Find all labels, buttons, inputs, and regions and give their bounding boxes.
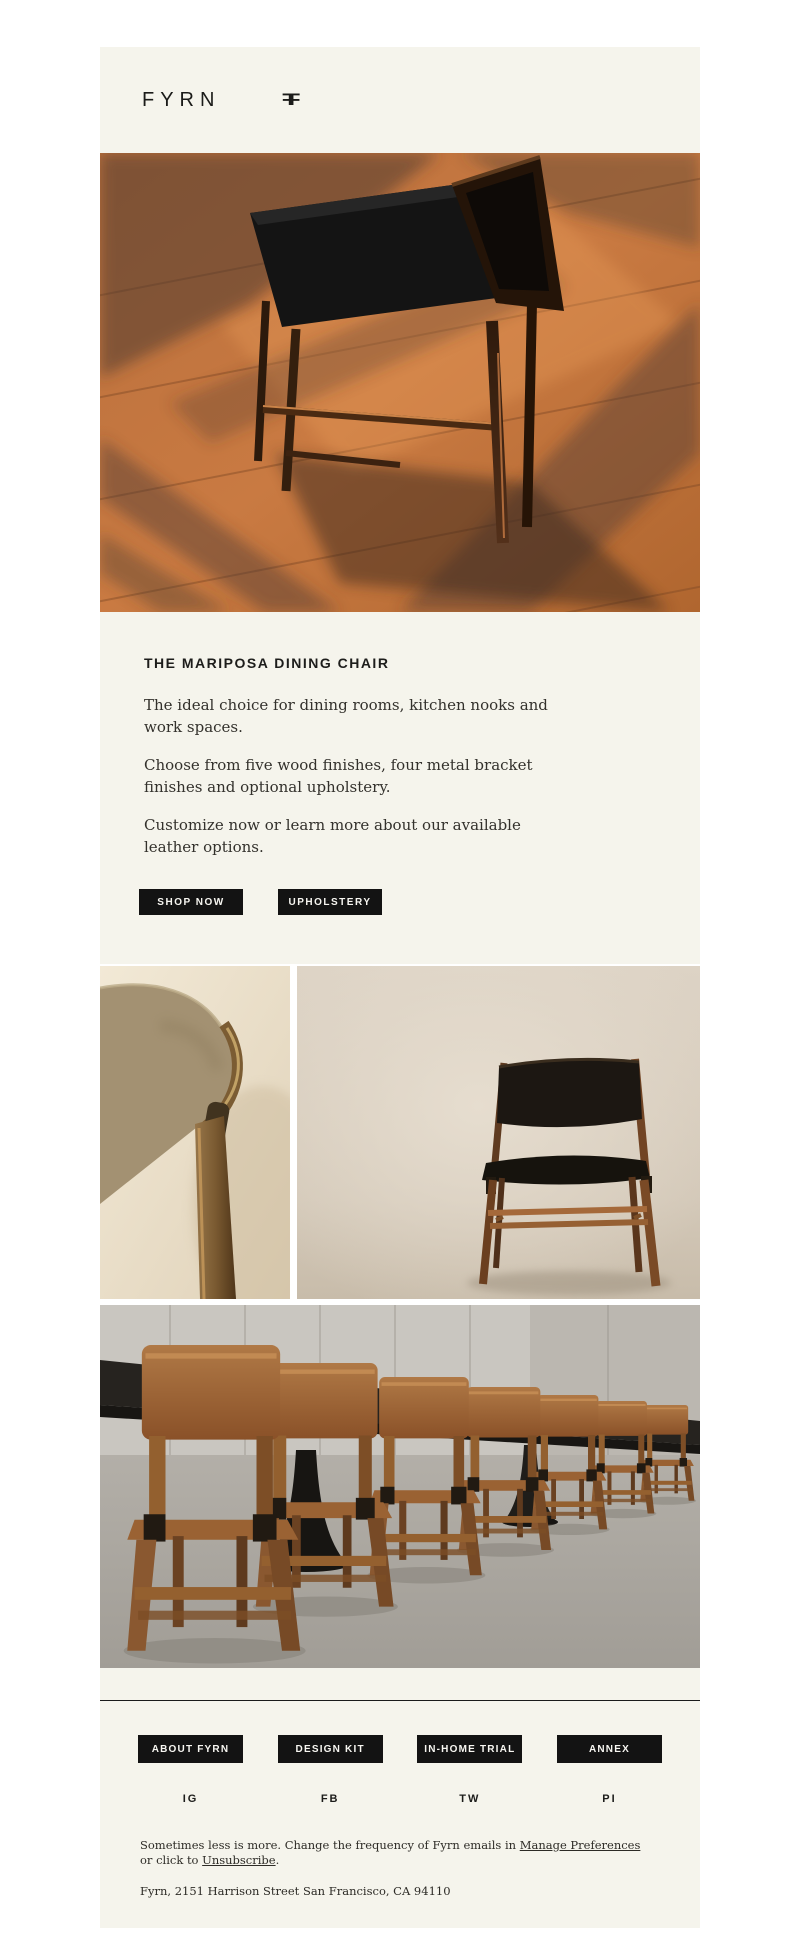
- in-home-trial-button[interactable]: IN-HOME TRIAL: [417, 1735, 522, 1763]
- lifestyle-image[interactable]: [100, 1305, 700, 1668]
- studio-image[interactable]: [297, 966, 700, 1299]
- social-row: [100, 1793, 700, 1805]
- footer: [100, 1668, 700, 1928]
- product-paragraph: Customize now or learn more about our available leather options.: [144, 816, 521, 856]
- brand-wordmark[interactable]: FYRN: [142, 88, 221, 111]
- cta-row: [139, 889, 656, 915]
- shop-now-button[interactable]: SHOP NOW: [139, 889, 243, 915]
- detail-image[interactable]: [100, 966, 290, 1299]
- annex-button[interactable]: ANNEX: [557, 1735, 662, 1763]
- hero-image[interactable]: [100, 153, 700, 612]
- product-paragraph: The ideal choice for dining rooms, kitchen nooks and work spaces.: [144, 696, 548, 736]
- header: [100, 47, 700, 153]
- unsubscribe-link[interactable]: Unsubscribe: [202, 1852, 276, 1867]
- bottom-margin: [0, 1928, 800, 1959]
- fyrn-mark-icon[interactable]: F F: [282, 90, 301, 109]
- manage-preferences-link[interactable]: Manage Preferences: [519, 1838, 641, 1852]
- instagram-link[interactable]: IG: [182, 1793, 199, 1805]
- image-grid: [100, 966, 700, 1299]
- product-title: THE MARIPOSA DINING CHAIR: [144, 655, 390, 671]
- twitter-link[interactable]: TW: [459, 1793, 481, 1805]
- product-paragraph: Choose from five wood finishes, four metal bracket finishes and optional upholstery.: [144, 756, 533, 796]
- fineprint: Sometimes less is more. Change the frequency of Fyrn emails in Manage Preferences or click to Unsubscribe.: [140, 1838, 641, 1867]
- about-fyrn-button[interactable]: ABOUT FYRN: [138, 1735, 243, 1763]
- product-section: [100, 612, 700, 964]
- company-address: Fyrn, 2151 Harrison Street San Francisco, CA 94110: [140, 1884, 451, 1898]
- top-margin: [0, 0, 800, 47]
- footer-divider: [100, 1700, 700, 1701]
- image-gap: [290, 966, 297, 1299]
- facebook-link[interactable]: FB: [320, 1793, 340, 1805]
- pinterest-link[interactable]: PI: [602, 1793, 617, 1805]
- email-column: [100, 47, 700, 1928]
- design-kit-button[interactable]: DESIGN KIT: [278, 1735, 383, 1763]
- footer-links: [100, 1735, 700, 1763]
- upholstery-button[interactable]: UPHOLSTERY: [278, 889, 382, 915]
